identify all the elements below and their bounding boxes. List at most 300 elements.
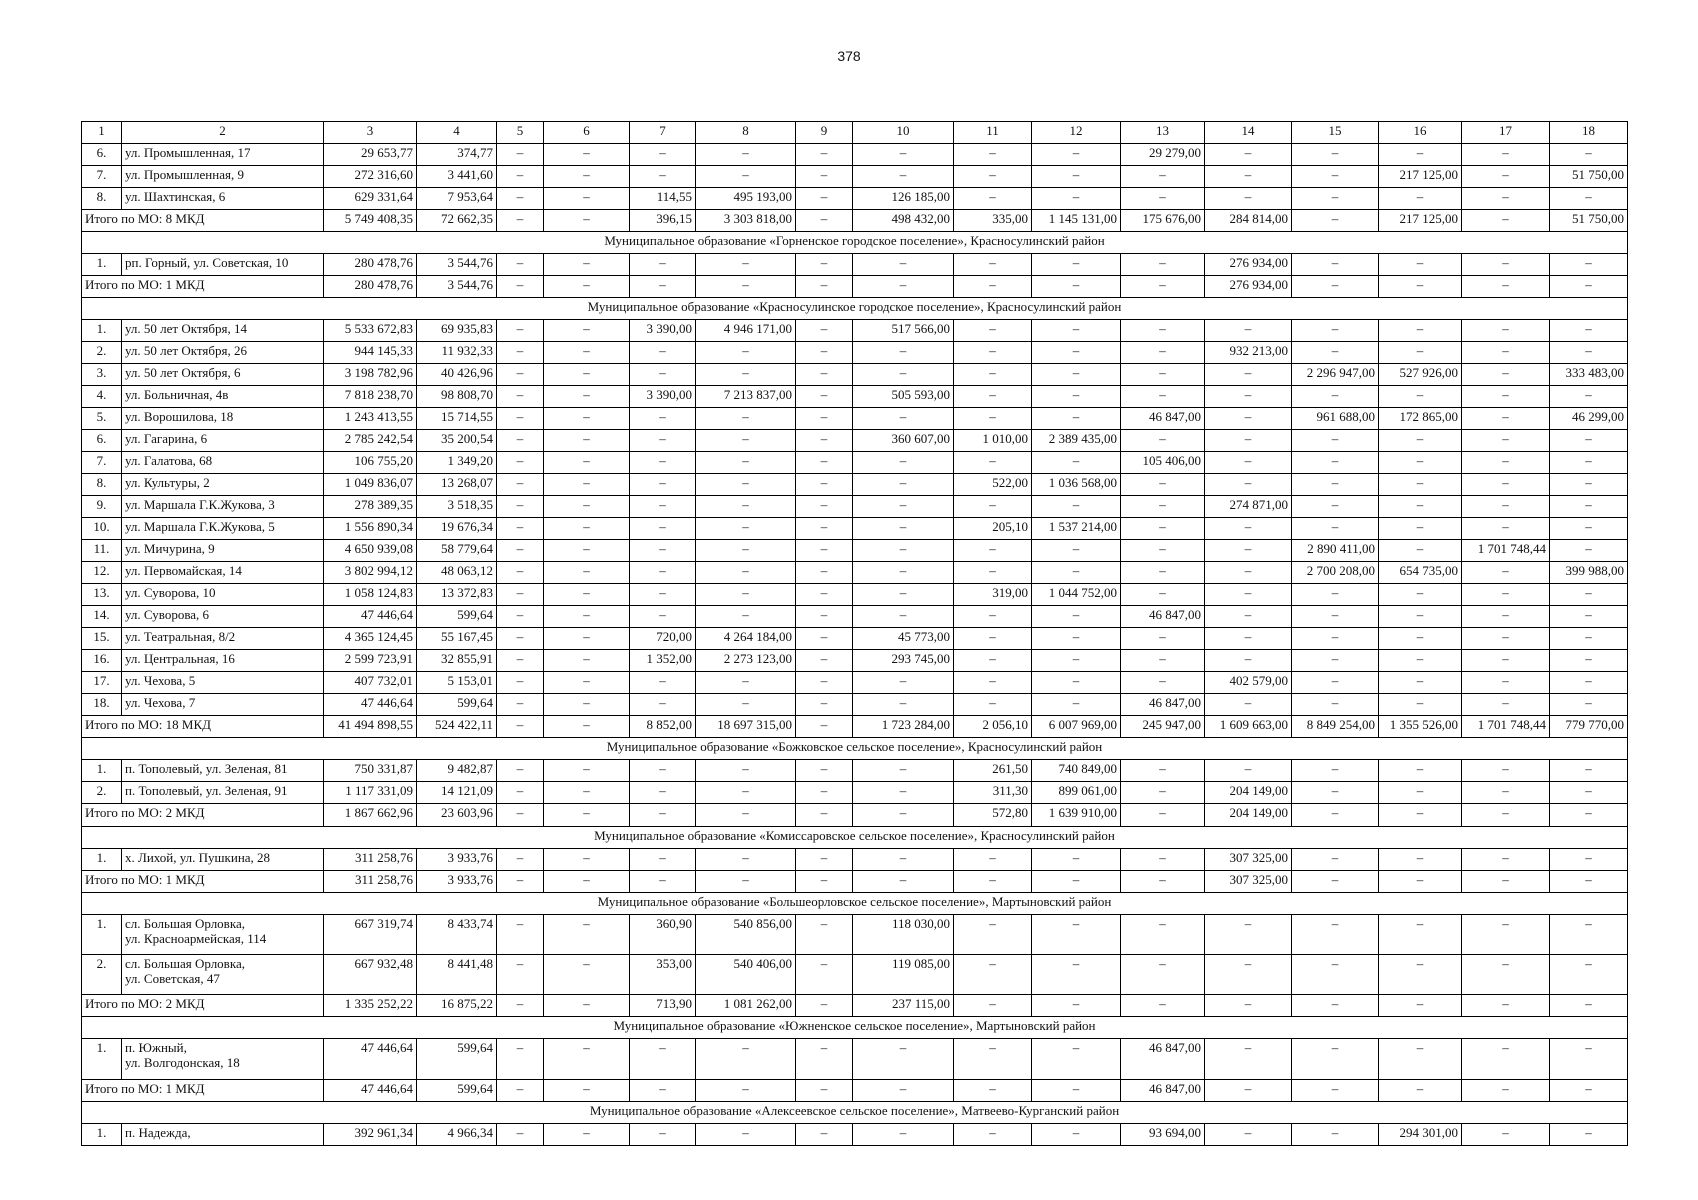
- value-cell: –: [796, 650, 853, 672]
- value-cell: –: [630, 694, 696, 716]
- value-cell: –: [497, 954, 544, 994]
- value-cell: 1 117 331,09: [324, 782, 417, 804]
- value-cell: –: [696, 518, 796, 540]
- value-cell: –: [630, 518, 696, 540]
- value-cell: –: [1550, 518, 1628, 540]
- value-cell: 311 258,76: [324, 870, 417, 892]
- address-line: сл. Большая Орловка,: [125, 915, 245, 931]
- table-row: [82, 430, 1628, 452]
- value-cell: 2 296 947,00: [1292, 364, 1379, 386]
- value-cell: –: [1462, 760, 1550, 782]
- page-number: 378: [837, 48, 861, 64]
- column-header: 14: [1205, 122, 1292, 144]
- value-cell: –: [853, 452, 954, 474]
- value-cell: –: [1292, 628, 1379, 650]
- value-cell: 667 319,74: [324, 914, 417, 954]
- address-cell: [122, 364, 324, 386]
- value-cell: 217 125,00: [1379, 210, 1462, 232]
- value-cell: –: [544, 1039, 630, 1079]
- value-cell: –: [1121, 804, 1205, 826]
- value-cell: 4 365 124,45: [324, 628, 417, 650]
- value-cell: 40 426,96: [417, 364, 497, 386]
- value-cell: –: [1205, 540, 1292, 562]
- value-cell: –: [544, 210, 630, 232]
- value-cell: –: [954, 276, 1032, 298]
- value-cell: 944 145,33: [324, 342, 417, 364]
- value-cell: –: [497, 342, 544, 364]
- value-cell: 392 961,34: [324, 1123, 417, 1145]
- value-cell: 7 213 837,00: [696, 386, 796, 408]
- value-cell: –: [1032, 452, 1121, 474]
- table-row: [82, 606, 1628, 628]
- value-cell: –: [696, 672, 796, 694]
- table-row: [82, 144, 1628, 166]
- value-cell: –: [1205, 188, 1292, 210]
- row-number: 9.: [82, 496, 122, 518]
- value-cell: –: [853, 144, 954, 166]
- value-cell: –: [1550, 540, 1628, 562]
- value-cell: –: [1121, 628, 1205, 650]
- value-cell: 114,55: [630, 188, 696, 210]
- value-cell: –: [1121, 584, 1205, 606]
- value-cell: –: [954, 496, 1032, 518]
- value-cell: 333 483,00: [1550, 364, 1628, 386]
- value-cell: 204 149,00: [1205, 782, 1292, 804]
- address-cell: [122, 540, 324, 562]
- value-cell: –: [497, 496, 544, 518]
- value-cell: –: [1292, 474, 1379, 496]
- value-cell: –: [1462, 430, 1550, 452]
- value-cell: –: [696, 848, 796, 870]
- value-cell: –: [1032, 342, 1121, 364]
- value-cell: –: [1121, 650, 1205, 672]
- column-header: 15: [1292, 122, 1379, 144]
- column-header: 6: [544, 122, 630, 144]
- value-cell: –: [630, 760, 696, 782]
- value-cell: –: [796, 1079, 853, 1101]
- value-cell: –: [696, 342, 796, 364]
- value-cell: –: [796, 144, 853, 166]
- value-cell: –: [954, 342, 1032, 364]
- value-cell: –: [1292, 694, 1379, 716]
- value-cell: 3 390,00: [630, 320, 696, 342]
- value-cell: –: [1550, 628, 1628, 650]
- value-cell: –: [544, 562, 630, 584]
- value-cell: –: [954, 1039, 1032, 1079]
- value-cell: –: [853, 1123, 954, 1145]
- value-cell: 307 325,00: [1205, 870, 1292, 892]
- value-cell: –: [544, 584, 630, 606]
- value-cell: –: [544, 452, 630, 474]
- table-row: [82, 254, 1628, 276]
- value-cell: 46 847,00: [1121, 408, 1205, 430]
- value-cell: –: [497, 782, 544, 804]
- table-row: [82, 496, 1628, 518]
- value-cell: –: [696, 760, 796, 782]
- address-line: ул. Мичурина, 9: [125, 541, 215, 557]
- value-cell: –: [1032, 870, 1121, 892]
- value-cell: –: [630, 276, 696, 298]
- table-row: [82, 408, 1628, 430]
- value-cell: 4 966,34: [417, 1123, 497, 1145]
- value-cell: 119 085,00: [853, 954, 954, 994]
- table-row: [82, 474, 1628, 496]
- value-cell: –: [853, 562, 954, 584]
- row-number: 17.: [82, 672, 122, 694]
- table-row: [82, 518, 1628, 540]
- total-row: [82, 995, 1628, 1017]
- total-label: Итого по МО: 18 МКД: [82, 716, 324, 738]
- section-header-row: [82, 892, 1628, 914]
- value-cell: –: [853, 474, 954, 496]
- value-cell: 9 482,87: [417, 760, 497, 782]
- value-cell: 46 847,00: [1121, 606, 1205, 628]
- value-cell: –: [497, 914, 544, 954]
- value-cell: 3 390,00: [630, 386, 696, 408]
- value-cell: –: [1550, 386, 1628, 408]
- value-cell: –: [630, 782, 696, 804]
- address-line: сл. Большая Орловка,: [125, 955, 245, 971]
- row-number: 3.: [82, 364, 122, 386]
- value-cell: –: [796, 870, 853, 892]
- value-cell: 1 049 836,07: [324, 474, 417, 496]
- value-cell: –: [1032, 954, 1121, 994]
- value-cell: 1 537 214,00: [1032, 518, 1121, 540]
- value-cell: 35 200,54: [417, 430, 497, 452]
- value-cell: –: [1205, 1039, 1292, 1079]
- value-cell: –: [1379, 650, 1462, 672]
- value-cell: –: [630, 166, 696, 188]
- value-cell: –: [1550, 760, 1628, 782]
- address-line: х. Лихой, ул. Пушкина, 28: [125, 849, 271, 865]
- section-header-row: [82, 826, 1628, 848]
- value-cell: –: [696, 870, 796, 892]
- value-cell: –: [1379, 760, 1462, 782]
- address-line: ул. Ворошилова, 18: [125, 409, 234, 425]
- value-cell: –: [497, 995, 544, 1017]
- value-cell: –: [1032, 254, 1121, 276]
- value-cell: –: [630, 474, 696, 496]
- value-cell: –: [1292, 320, 1379, 342]
- value-cell: 11 932,33: [417, 342, 497, 364]
- value-cell: –: [497, 760, 544, 782]
- value-cell: 961 688,00: [1292, 408, 1379, 430]
- value-cell: 48 063,12: [417, 562, 497, 584]
- value-cell: –: [630, 342, 696, 364]
- value-cell: –: [954, 954, 1032, 994]
- total-label: Итого по МО: 1 МКД: [82, 276, 324, 298]
- value-cell: –: [1121, 474, 1205, 496]
- value-cell: 2 785 242,54: [324, 430, 417, 452]
- value-cell: –: [1032, 496, 1121, 518]
- value-cell: –: [497, 474, 544, 496]
- value-cell: 274 871,00: [1205, 496, 1292, 518]
- value-cell: –: [1292, 848, 1379, 870]
- section-header-row: [82, 298, 1628, 320]
- address-line: п. Надежда,: [125, 1124, 191, 1140]
- value-cell: 205,10: [954, 518, 1032, 540]
- value-cell: –: [1121, 782, 1205, 804]
- value-cell: 8 852,00: [630, 716, 696, 738]
- value-cell: 47 446,64: [324, 1039, 417, 1079]
- value-cell: –: [696, 254, 796, 276]
- column-header: 18: [1550, 122, 1628, 144]
- section-title: Муниципальное образование «Божковское сельское поселение», Красносулинский район: [82, 738, 1628, 760]
- table-row: [82, 760, 1628, 782]
- row-number: 2.: [82, 954, 122, 994]
- value-cell: –: [544, 760, 630, 782]
- value-cell: 55 167,45: [417, 628, 497, 650]
- value-cell: –: [544, 408, 630, 430]
- value-cell: –: [1379, 1079, 1462, 1101]
- value-cell: –: [1205, 518, 1292, 540]
- value-cell: 18 697 315,00: [696, 716, 796, 738]
- value-cell: 407 732,01: [324, 672, 417, 694]
- section-header-row: [82, 1017, 1628, 1039]
- value-cell: 1 243 413,55: [324, 408, 417, 430]
- value-cell: 29 653,77: [324, 144, 417, 166]
- total-label: Итого по МО: 8 МКД: [82, 210, 324, 232]
- value-cell: –: [497, 694, 544, 716]
- total-row: [82, 804, 1628, 826]
- value-cell: –: [544, 518, 630, 540]
- column-header: 3: [324, 122, 417, 144]
- address-cell: [122, 408, 324, 430]
- value-cell: –: [1292, 870, 1379, 892]
- value-cell: 311,30: [954, 782, 1032, 804]
- value-cell: –: [1379, 914, 1462, 954]
- address-line: ул. Шахтинская, 6: [125, 189, 226, 205]
- value-cell: –: [1550, 804, 1628, 826]
- row-number: 1.: [82, 254, 122, 276]
- value-cell: 396,15: [630, 210, 696, 232]
- value-cell: –: [1462, 628, 1550, 650]
- value-cell: 1 609 663,00: [1205, 716, 1292, 738]
- value-cell: –: [1550, 914, 1628, 954]
- value-cell: –: [497, 276, 544, 298]
- value-cell: 294 301,00: [1379, 1123, 1462, 1145]
- value-cell: –: [954, 452, 1032, 474]
- value-cell: –: [1550, 452, 1628, 474]
- value-cell: 1 081 262,00: [696, 995, 796, 1017]
- value-cell: –: [1379, 672, 1462, 694]
- value-cell: –: [1462, 1039, 1550, 1079]
- value-cell: –: [1550, 1039, 1628, 1079]
- total-row: [82, 276, 1628, 298]
- address-line: ул. Культуры, 2: [125, 475, 210, 491]
- value-cell: –: [1032, 540, 1121, 562]
- value-cell: –: [954, 320, 1032, 342]
- value-cell: 47 446,64: [324, 606, 417, 628]
- value-cell: –: [630, 1039, 696, 1079]
- value-cell: –: [497, 1039, 544, 1079]
- value-cell: –: [497, 386, 544, 408]
- value-cell: –: [1462, 144, 1550, 166]
- value-cell: –: [796, 1039, 853, 1079]
- address-line: ул. Чехова, 7: [125, 695, 196, 711]
- value-cell: –: [796, 716, 853, 738]
- value-cell: –: [1379, 540, 1462, 562]
- value-cell: 1 639 910,00: [1032, 804, 1121, 826]
- value-cell: –: [1032, 188, 1121, 210]
- value-cell: 98 808,70: [417, 386, 497, 408]
- value-cell: –: [497, 562, 544, 584]
- value-cell: 1 044 752,00: [1032, 584, 1121, 606]
- row-number: 5.: [82, 408, 122, 430]
- value-cell: –: [544, 995, 630, 1017]
- address-cell: [122, 320, 324, 342]
- value-cell: –: [544, 188, 630, 210]
- value-cell: –: [1550, 430, 1628, 452]
- value-cell: –: [954, 1123, 1032, 1145]
- value-cell: –: [497, 188, 544, 210]
- value-cell: –: [853, 672, 954, 694]
- value-cell: –: [1379, 276, 1462, 298]
- value-cell: 307 325,00: [1205, 848, 1292, 870]
- value-cell: 5 533 672,83: [324, 320, 417, 342]
- value-cell: –: [796, 518, 853, 540]
- value-cell: 8 433,74: [417, 914, 497, 954]
- value-cell: –: [1292, 496, 1379, 518]
- value-cell: 1 701 748,44: [1462, 716, 1550, 738]
- value-cell: –: [696, 166, 796, 188]
- value-cell: –: [696, 1039, 796, 1079]
- table-row: [82, 1039, 1628, 1079]
- value-cell: 2 599 723,91: [324, 650, 417, 672]
- address-line: ул. Чехова, 5: [125, 673, 196, 689]
- address-cell: [122, 496, 324, 518]
- value-cell: –: [630, 408, 696, 430]
- column-header: 13: [1121, 122, 1205, 144]
- value-cell: 126 185,00: [853, 188, 954, 210]
- value-cell: –: [796, 342, 853, 364]
- value-cell: –: [1550, 320, 1628, 342]
- value-cell: –: [954, 408, 1032, 430]
- value-cell: –: [1462, 342, 1550, 364]
- value-cell: 278 389,35: [324, 496, 417, 518]
- value-cell: –: [1032, 914, 1121, 954]
- value-cell: 2 273 123,00: [696, 650, 796, 672]
- value-cell: –: [1379, 254, 1462, 276]
- value-cell: –: [853, 606, 954, 628]
- value-cell: –: [497, 1079, 544, 1101]
- value-cell: –: [544, 848, 630, 870]
- value-cell: 276 934,00: [1205, 276, 1292, 298]
- address-cell: [122, 1039, 324, 1079]
- address-cell: [122, 584, 324, 606]
- row-number: 18.: [82, 694, 122, 716]
- value-cell: –: [853, 760, 954, 782]
- value-cell: –: [497, 320, 544, 342]
- row-number: 12.: [82, 562, 122, 584]
- value-cell: –: [544, 672, 630, 694]
- row-number: 15.: [82, 628, 122, 650]
- value-cell: –: [1292, 914, 1379, 954]
- value-cell: –: [1292, 1079, 1379, 1101]
- value-cell: –: [1379, 848, 1462, 870]
- table-row: [82, 562, 1628, 584]
- header-row: [82, 122, 1628, 144]
- value-cell: –: [1379, 342, 1462, 364]
- value-cell: 51 750,00: [1550, 166, 1628, 188]
- section-header-row: [82, 232, 1628, 254]
- value-cell: –: [696, 1123, 796, 1145]
- value-cell: 16 875,22: [417, 995, 497, 1017]
- value-cell: –: [1032, 1123, 1121, 1145]
- value-cell: –: [1550, 496, 1628, 518]
- value-cell: –: [954, 562, 1032, 584]
- value-cell: –: [1292, 210, 1379, 232]
- value-cell: 47 446,64: [324, 1079, 417, 1101]
- value-cell: –: [796, 210, 853, 232]
- row-number: 13.: [82, 584, 122, 606]
- value-cell: 3 198 782,96: [324, 364, 417, 386]
- value-cell: –: [853, 870, 954, 892]
- address-line: рп. Горный, ул. Советская, 10: [125, 255, 289, 271]
- value-cell: –: [1292, 606, 1379, 628]
- value-cell: –: [544, 496, 630, 518]
- value-cell: –: [1462, 496, 1550, 518]
- value-cell: –: [1121, 386, 1205, 408]
- value-cell: –: [1462, 584, 1550, 606]
- value-cell: –: [1550, 1079, 1628, 1101]
- address-line: п. Тополевый, ул. Зеленая, 91: [125, 783, 288, 799]
- value-cell: –: [796, 672, 853, 694]
- value-cell: –: [853, 276, 954, 298]
- value-cell: 72 662,35: [417, 210, 497, 232]
- value-cell: 899 061,00: [1032, 782, 1121, 804]
- value-cell: –: [954, 628, 1032, 650]
- value-cell: 713,90: [630, 995, 696, 1017]
- value-cell: 276 934,00: [1205, 254, 1292, 276]
- value-cell: –: [1032, 672, 1121, 694]
- row-number: 2.: [82, 342, 122, 364]
- value-cell: –: [1121, 430, 1205, 452]
- value-cell: –: [1032, 628, 1121, 650]
- value-cell: –: [1379, 452, 1462, 474]
- value-cell: –: [796, 276, 853, 298]
- value-cell: –: [853, 540, 954, 562]
- value-cell: –: [544, 606, 630, 628]
- table-row: [82, 342, 1628, 364]
- value-cell: –: [1032, 364, 1121, 386]
- value-cell: –: [1121, 254, 1205, 276]
- column-header: 2: [122, 122, 324, 144]
- value-cell: –: [954, 1079, 1032, 1101]
- address-cell: [122, 342, 324, 364]
- value-cell: –: [1292, 672, 1379, 694]
- value-cell: –: [954, 848, 1032, 870]
- value-cell: 2 389 435,00: [1032, 430, 1121, 452]
- value-cell: –: [1121, 914, 1205, 954]
- value-cell: –: [1292, 342, 1379, 364]
- value-cell: –: [630, 804, 696, 826]
- value-cell: –: [544, 782, 630, 804]
- value-cell: –: [544, 540, 630, 562]
- value-cell: –: [796, 584, 853, 606]
- value-cell: –: [1205, 954, 1292, 994]
- value-cell: –: [630, 672, 696, 694]
- value-cell: –: [1379, 144, 1462, 166]
- value-cell: –: [1462, 606, 1550, 628]
- total-row: [82, 210, 1628, 232]
- row-number: 2.: [82, 782, 122, 804]
- value-cell: –: [1205, 144, 1292, 166]
- table-row: [82, 954, 1628, 994]
- value-cell: –: [954, 144, 1032, 166]
- value-cell: 399 988,00: [1550, 562, 1628, 584]
- value-cell: –: [1550, 995, 1628, 1017]
